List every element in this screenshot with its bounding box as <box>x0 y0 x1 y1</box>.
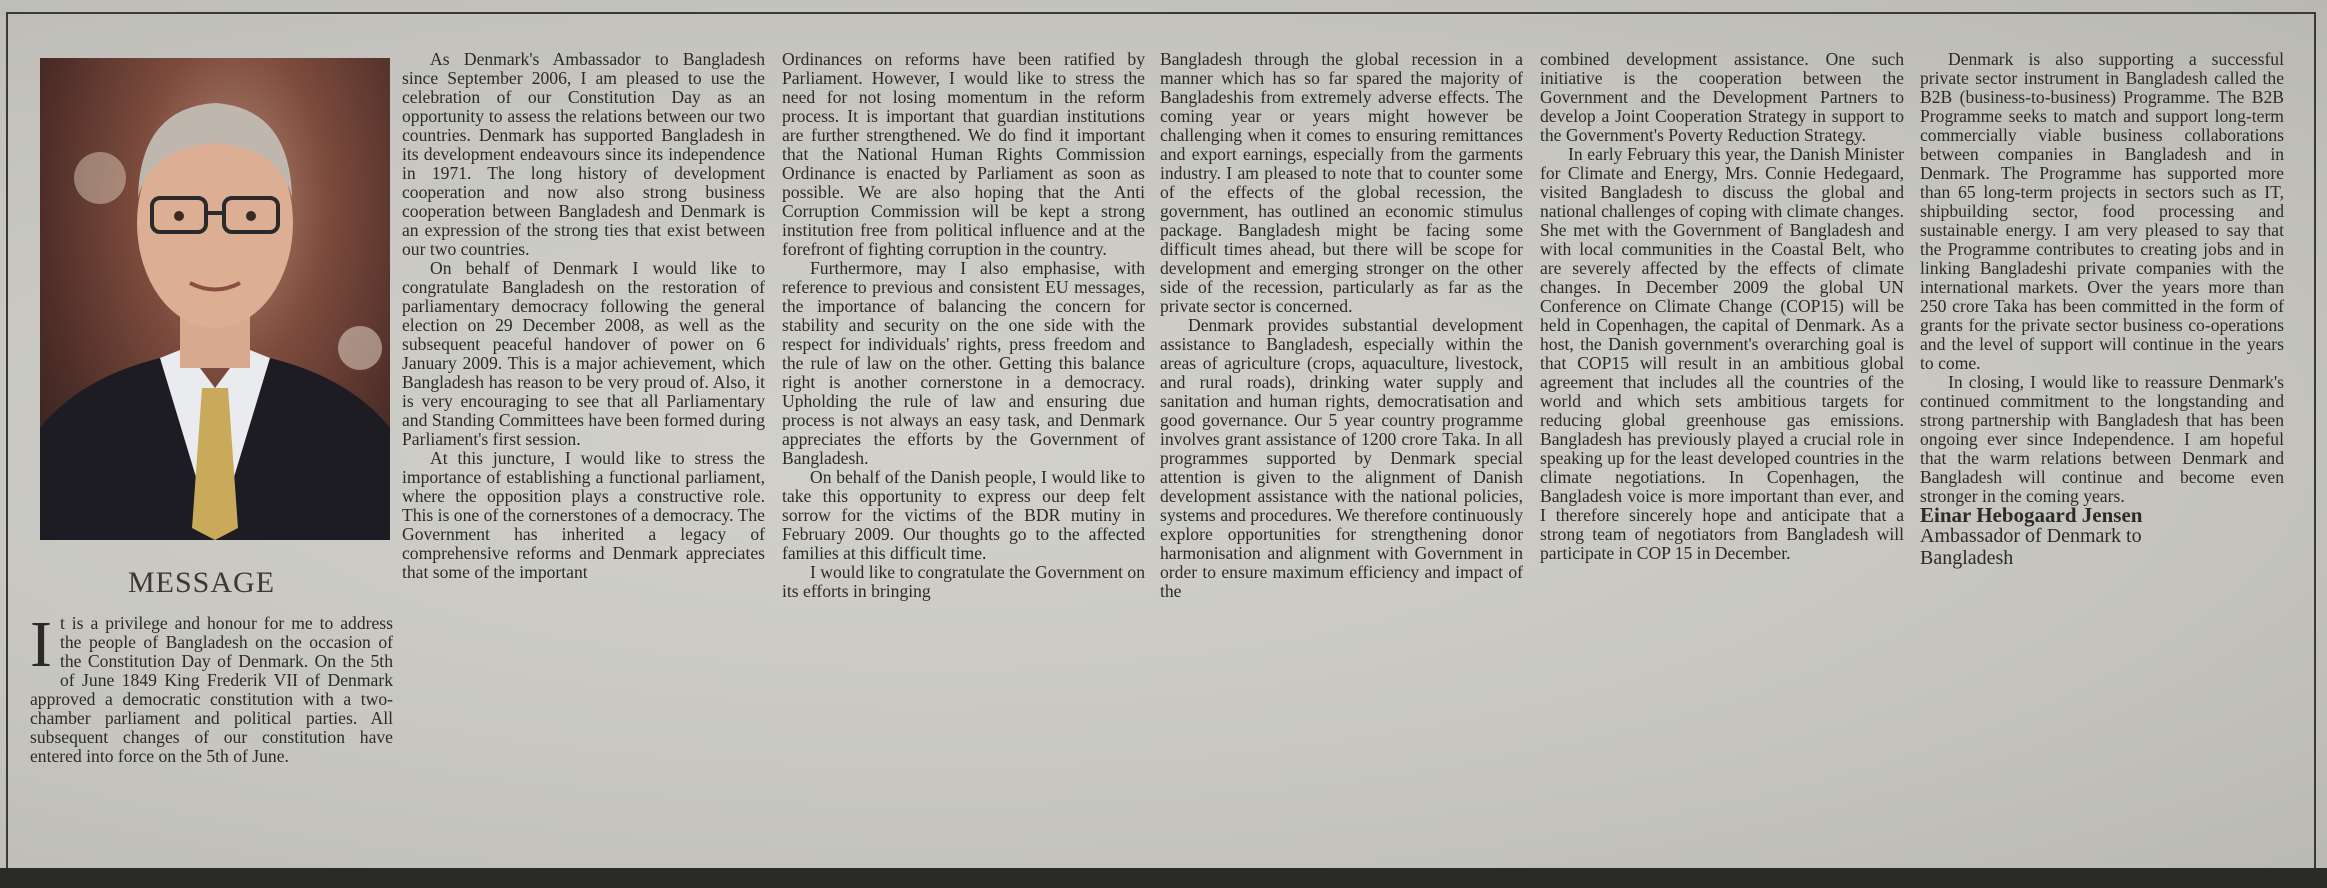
lead-paragraph <box>30 608 393 766</box>
paragraph: At this juncture, I would like to stress the importance of establishing a functional parliament, where the opposition plays a constructive role. This is one of the cornerstones of a democracy. The Government has inherited a legacy of comprehensive reforms and Denmark appreciates that some of the important <box>402 448 765 582</box>
paragraph: Bangladesh through the global recession in a manner which has so far spared the majority of Bangladeshis from extremely adverse effects. The coming year or years might however be challenging when it comes to ensuring remittances and export earnings, especially from the garments industry. I am pleased to note that to counter some of the effects of the global recession, the government, has outlined an economic stimulus package. Bangladesh might be facing some difficult times ahead, but there will be scope for development and emerging stronger on the other side of the recession, particularly as far as the private sector is concerned. <box>1160 49 1523 316</box>
signature-title-line2: Bangladesh <box>1920 547 2014 569</box>
paragraph: In early February this year, the Danish Minister for Climate and Energy, Mrs. Connie Hedegaard, visited Bangladesh to discuss the global and national challenges of coping with climate changes. She met with the Government of Bangladesh and with local communities in the Coastal Belt, who are severely affected by the effects of climate changes. In December 2009 the global UN Conference on Climate Change (COP15) will be held in Copenhagen, the capital of Denmark. As a host, the Danish government's overarching goal is that COP15 will result in an ambitious global agreement that includes all the countries of the world and which sets ambitious targets for reducing global greenhouse gas emissions. Bangladesh has previously played a crucial role in speaking up for the least developed countries in the climate negotiations. In Copenhagen, the Bangladesh voice is more important than ever, and I therefore sincerely hope and anticipate that a strong team of negotiators from Bangladesh will participate in COP 15 in December. <box>1540 144 1904 563</box>
text-column-5 <box>1540 50 1904 563</box>
paragraph: I would like to congratulate the Government on its efforts in bringing <box>782 562 1145 601</box>
paragraph: Ordinances on reforms have been ratified by Parliament. However, I would like to stress the need for not losing momentum in the reform process. It is important that guardian institutions are further strengthened. We do find it important that the National Human Rights Commission Ordinance is enacted by Parliament as soon as possible. We are also hoping that the Anti Corruption Commission will be kept a strong institution free from political influence and at the forefront of fighting corruption in the country. <box>782 49 1145 259</box>
ambassador-portrait <box>40 58 390 540</box>
message-heading: MESSAGE <box>128 566 276 599</box>
lead-text: t is a privilege and honour for me to address the people of Bangladesh on the occasion of the Constitution Day of Denmark. On the 5th of June 1849 King Frederik VII of Denmark approved a democratic constitution with a two-chamber parliament and political parties. All subsequent changes of our constitution have entered into force on the 5th of June. <box>30 613 393 766</box>
paragraph: In closing, I would like to reassure Denmark's continued commitment to the longstanding and strong partnership with Bangladesh that has been ongoing ever since Independence. I am hopeful that the warm relations between Denmark and Bangladesh will continue and become even stronger in the coming years. <box>1920 372 2284 506</box>
text-column-2 <box>402 50 765 582</box>
signature-title-line1: Ambassador of Denmark to <box>1920 525 2142 547</box>
paragraph: Furthermore, may I also emphasise, with reference to previous and consistent EU messages, the importance of balancing the concern for stability and security on the one side with the respect for individuals' rights, press freedom and the rule of law on the other. Getting this balance right is another cornerstone in a democracy. Upholding the rule of law and ensuring due process is not always an easy task, and Denmark appreciates the efforts by the Government of Bangladesh. <box>782 258 1145 468</box>
signature-name: Einar Hebogaard Jensen <box>1920 503 2143 527</box>
page-bottom-edge <box>0 868 2327 888</box>
drop-cap: I <box>30 608 52 681</box>
text-column-3 <box>782 50 1145 601</box>
paragraph: On behalf of Denmark I would like to congratulate Bangladesh on the restoration of parliamentary democracy following the general election on 29 December 2008, as well as the subsequent peaceful handover of power on 6 January 2009. This is a major achievement, which Bangladesh has reason to be very proud of. Also, it is very encouraging to see that all Parliamentary and Standing Committees have been formed during Parliament's first session. <box>402 258 765 449</box>
paragraph: As Denmark's Ambassador to Bangladesh since September 2006, I am pleased to use the celebration of our Constitution Day as an opportunity to assess the relations between our two countries. Denmark has supported Bangladesh in its development endeavours since its independence in 1971. The long history of development cooperation and now also strong business cooperation between Bangladesh and Denmark is an expression of the strong ties that exist between our two countries. <box>402 49 765 259</box>
portrait-illustration <box>40 58 390 540</box>
paragraph: Denmark provides substantial development assistance to Bangladesh, especially within the areas of agriculture (crops, aquaculture, livestock, and rural roads), drinking water supply and sanitation and human rights, democratisation and good governance. Our 5 year country programme involves grant assistance of 1200 crore Taka. In all programmes supported by Denmark special attention is given to the alignment of Danish development assistance with the national policies, systems and procedures. We therefore continuously explore opportunities for strengthening donor harmonisation and alignment with Government in order to ensure maximum efficiency and impact of the <box>1160 315 1523 601</box>
paragraph: Denmark is also supporting a successful private sector instrument in Bangladesh called the B2B (business-to-business) Programme. The B2B Programme seeks to match and support long-term commercially viable business collaborations between companies in Bangladesh and in Denmark. The Programme has supported more than 65 long-term projects in sectors such as IT, shipbuilding sector, food processing and sustainable energy. I am very pleased to say that the Programme contributes to creating jobs and in linking Bangladeshi private companies with the international markets. Over the years more than 250 crore Taka has been committed in the form of grants for the private sector business co-operations and the level of support will continue in the years to come. <box>1920 49 2284 373</box>
text-column-6 <box>1920 50 2284 569</box>
text-column-4 <box>1160 50 1523 601</box>
paragraph: combined development assistance. One such initiative is the cooperation between the Government and the Development Partners to develop a Joint Cooperation Strategy in support to the Government's Poverty Reduction Strategy. <box>1540 49 1904 145</box>
paragraph: On behalf of the Danish people, I would like to take this opportunity to express our deep felt sorrow for the victims of the BDR mutiny in February 2009. Our thoughts go to the affected families at this difficult time. <box>782 467 1145 563</box>
